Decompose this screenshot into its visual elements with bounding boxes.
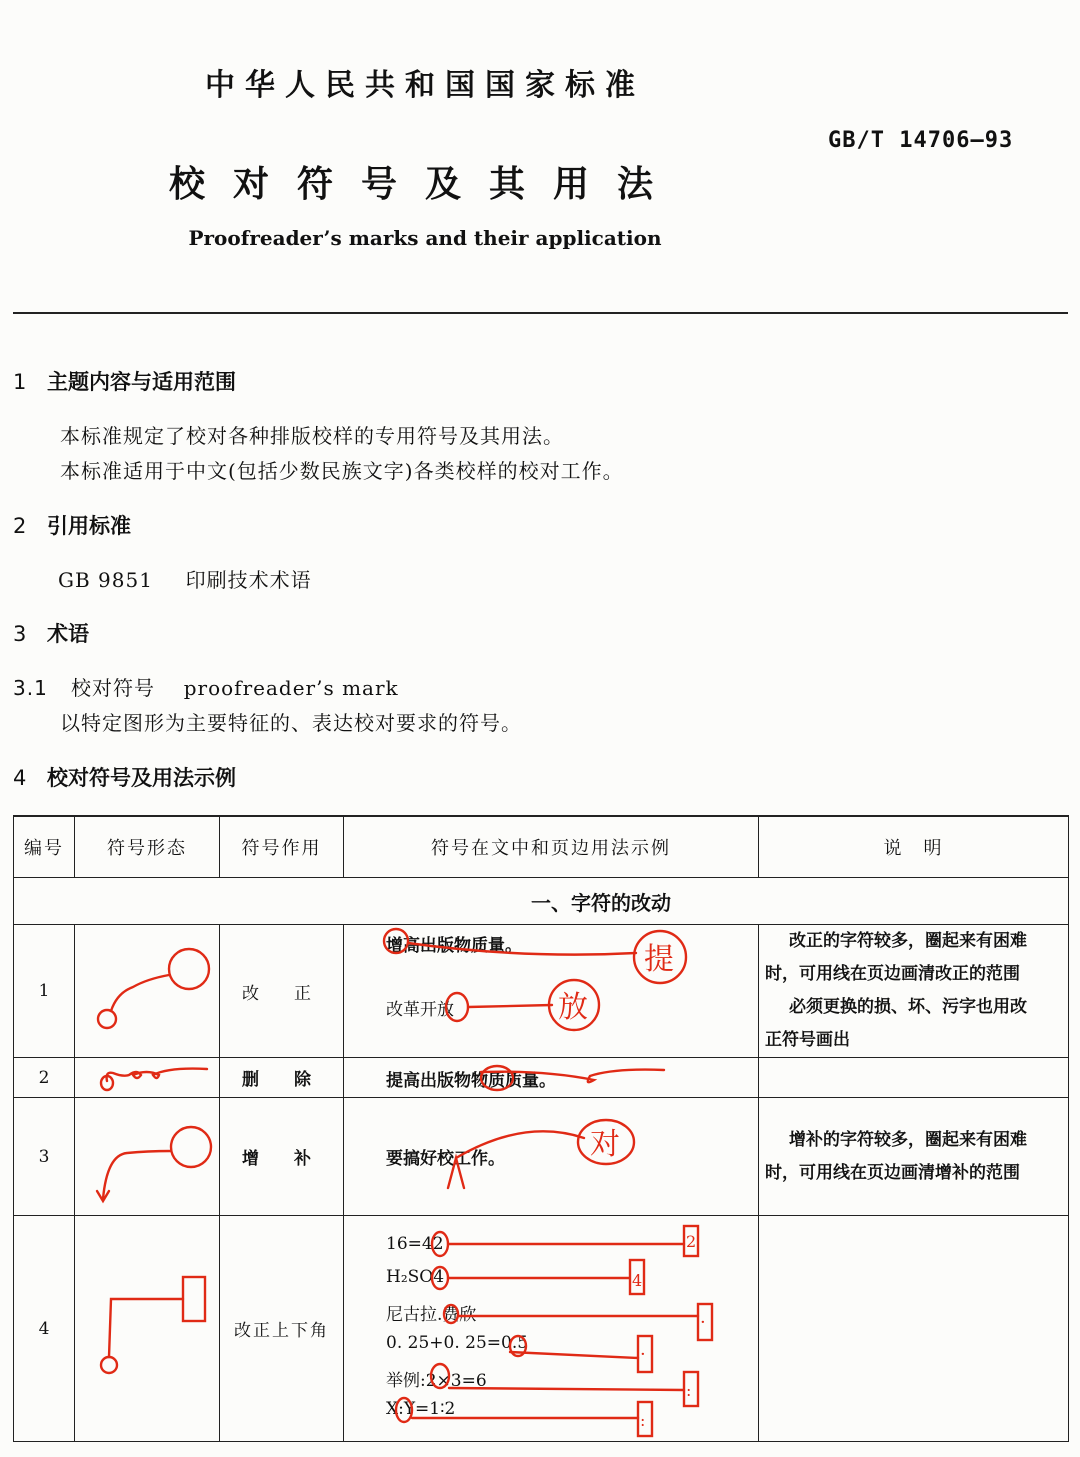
example-line: 增高出版物质量。 bbox=[386, 936, 522, 956]
correction-annotation bbox=[344, 925, 759, 1055]
reference-code: GB 9851 bbox=[58, 568, 153, 592]
section-1-paragraph-1: 本标准规定了校对各种排版校样的专用符号及其用法。 bbox=[60, 424, 564, 448]
margin-correction-char: 放 bbox=[558, 990, 588, 1025]
section-title: 主题内容与适用范围 bbox=[47, 370, 236, 394]
section-title: 引用标准 bbox=[47, 514, 131, 538]
margin-mark: : bbox=[640, 1411, 646, 1430]
reference-standard bbox=[58, 564, 312, 593]
section-number: 2 bbox=[13, 514, 27, 538]
example-line: 16=42 bbox=[386, 1234, 444, 1254]
section-title: 术语 bbox=[47, 622, 89, 646]
mark-function: 改 正 bbox=[220, 925, 344, 1058]
header-divider bbox=[13, 312, 1068, 314]
margin-mark: · bbox=[640, 1344, 646, 1365]
row-number: 3 bbox=[14, 1098, 75, 1216]
term-3-1 bbox=[13, 672, 399, 701]
mark-function: 增 补 bbox=[220, 1098, 344, 1216]
section-number: 3 bbox=[13, 622, 27, 646]
row-note-empty bbox=[759, 1058, 1069, 1098]
example-line: 要搞好校工作。 bbox=[386, 1149, 505, 1169]
insert-mark-shape bbox=[75, 1098, 220, 1216]
delete-mark-shape bbox=[75, 1058, 220, 1098]
header-function: 符号作用 bbox=[220, 816, 344, 878]
row-number: 4 bbox=[14, 1216, 75, 1442]
section-1-heading bbox=[13, 366, 236, 396]
term-english: proofreader’s mark bbox=[183, 676, 399, 700]
header-note: 说 明 bbox=[759, 816, 1069, 878]
example-line: 改革开放 bbox=[386, 1000, 454, 1020]
delete-annotation bbox=[344, 1058, 759, 1098]
example-line: H₂SO4 bbox=[386, 1267, 445, 1287]
header-shape: 符号形态 bbox=[75, 816, 220, 878]
margin-mark: : bbox=[686, 1381, 692, 1400]
standard-category: 中华人民共和国国家标准 bbox=[205, 68, 645, 103]
margin-mark: 4 bbox=[632, 1271, 643, 1290]
example-line: X:Y=1∶2 bbox=[386, 1399, 456, 1419]
row-number: 1 bbox=[14, 925, 75, 1058]
section-1-paragraph-2: 本标准适用于中文(包括少数民族文字)各类校样的校对工作。 bbox=[60, 459, 624, 483]
standard-code: GB/T 14706—93 bbox=[828, 128, 1014, 153]
usage-example bbox=[344, 1058, 759, 1098]
margin-insert-char: 对 bbox=[590, 1127, 620, 1162]
mark-function: 删 除 bbox=[220, 1058, 344, 1098]
margin-correction-char: 提 bbox=[644, 942, 674, 977]
row-number: 2 bbox=[14, 1058, 75, 1098]
section-2-heading bbox=[13, 510, 131, 540]
table-row bbox=[14, 1098, 1069, 1216]
table-row bbox=[14, 1058, 1069, 1098]
row-note: 改正的字符较多，圈起来有困难 时，可用线在页边画清改正的范围 必须更换的损、坏、污字也用改 正符号画出 bbox=[759, 925, 1069, 1058]
section-title: 校对符号及用法示例 bbox=[47, 766, 236, 790]
proofreading-marks-table bbox=[13, 815, 1069, 1442]
row-note: 增补的字符较多，圈起来有困难 时，可用线在页边画清增补的范围 bbox=[759, 1098, 1069, 1216]
reference-name: 印刷技术术语 bbox=[185, 568, 312, 592]
superscript-annotation bbox=[344, 1216, 759, 1442]
header-example: 符号在文中和页边用法示例 bbox=[344, 816, 759, 878]
table-row bbox=[14, 925, 1069, 1058]
example-line: 0. 25+0. 25=0.5 bbox=[386, 1333, 529, 1353]
margin-mark: · bbox=[700, 1312, 706, 1333]
usage-example bbox=[344, 1098, 759, 1216]
row-note-empty bbox=[759, 1216, 1069, 1442]
table-row bbox=[14, 1216, 1069, 1442]
section-number: 1 bbox=[13, 370, 27, 394]
term-number: 3.1 bbox=[13, 676, 48, 700]
margin-mark: 2 bbox=[686, 1232, 697, 1251]
term-chinese: 校对符号 bbox=[71, 676, 155, 700]
usage-example bbox=[344, 1216, 759, 1442]
section-4-heading bbox=[13, 762, 236, 792]
example-line: 提高出版物物质质量。 bbox=[386, 1071, 556, 1091]
header-number: 编号 bbox=[14, 816, 75, 878]
example-line: 举例:2×3=6 bbox=[386, 1371, 487, 1391]
document-title-english: Proofreader’s marks and their application bbox=[188, 226, 662, 250]
section-number: 4 bbox=[13, 766, 27, 790]
term-definition: 以特定图形为主要特征的、表达校对要求的符号。 bbox=[60, 711, 522, 735]
correction-mark-shape bbox=[75, 925, 220, 1058]
insert-annotation bbox=[344, 1098, 759, 1216]
mark-function: 改正上下角 bbox=[220, 1216, 344, 1442]
table-section-title: 一、字符的改动 bbox=[14, 878, 1069, 925]
usage-example bbox=[344, 925, 759, 1058]
superscript-mark-shape bbox=[75, 1216, 220, 1442]
document-title: 校对符号及其用法 bbox=[168, 163, 681, 205]
example-line: 尼古拉.费欣 bbox=[386, 1305, 477, 1325]
section-3-heading bbox=[13, 618, 89, 648]
